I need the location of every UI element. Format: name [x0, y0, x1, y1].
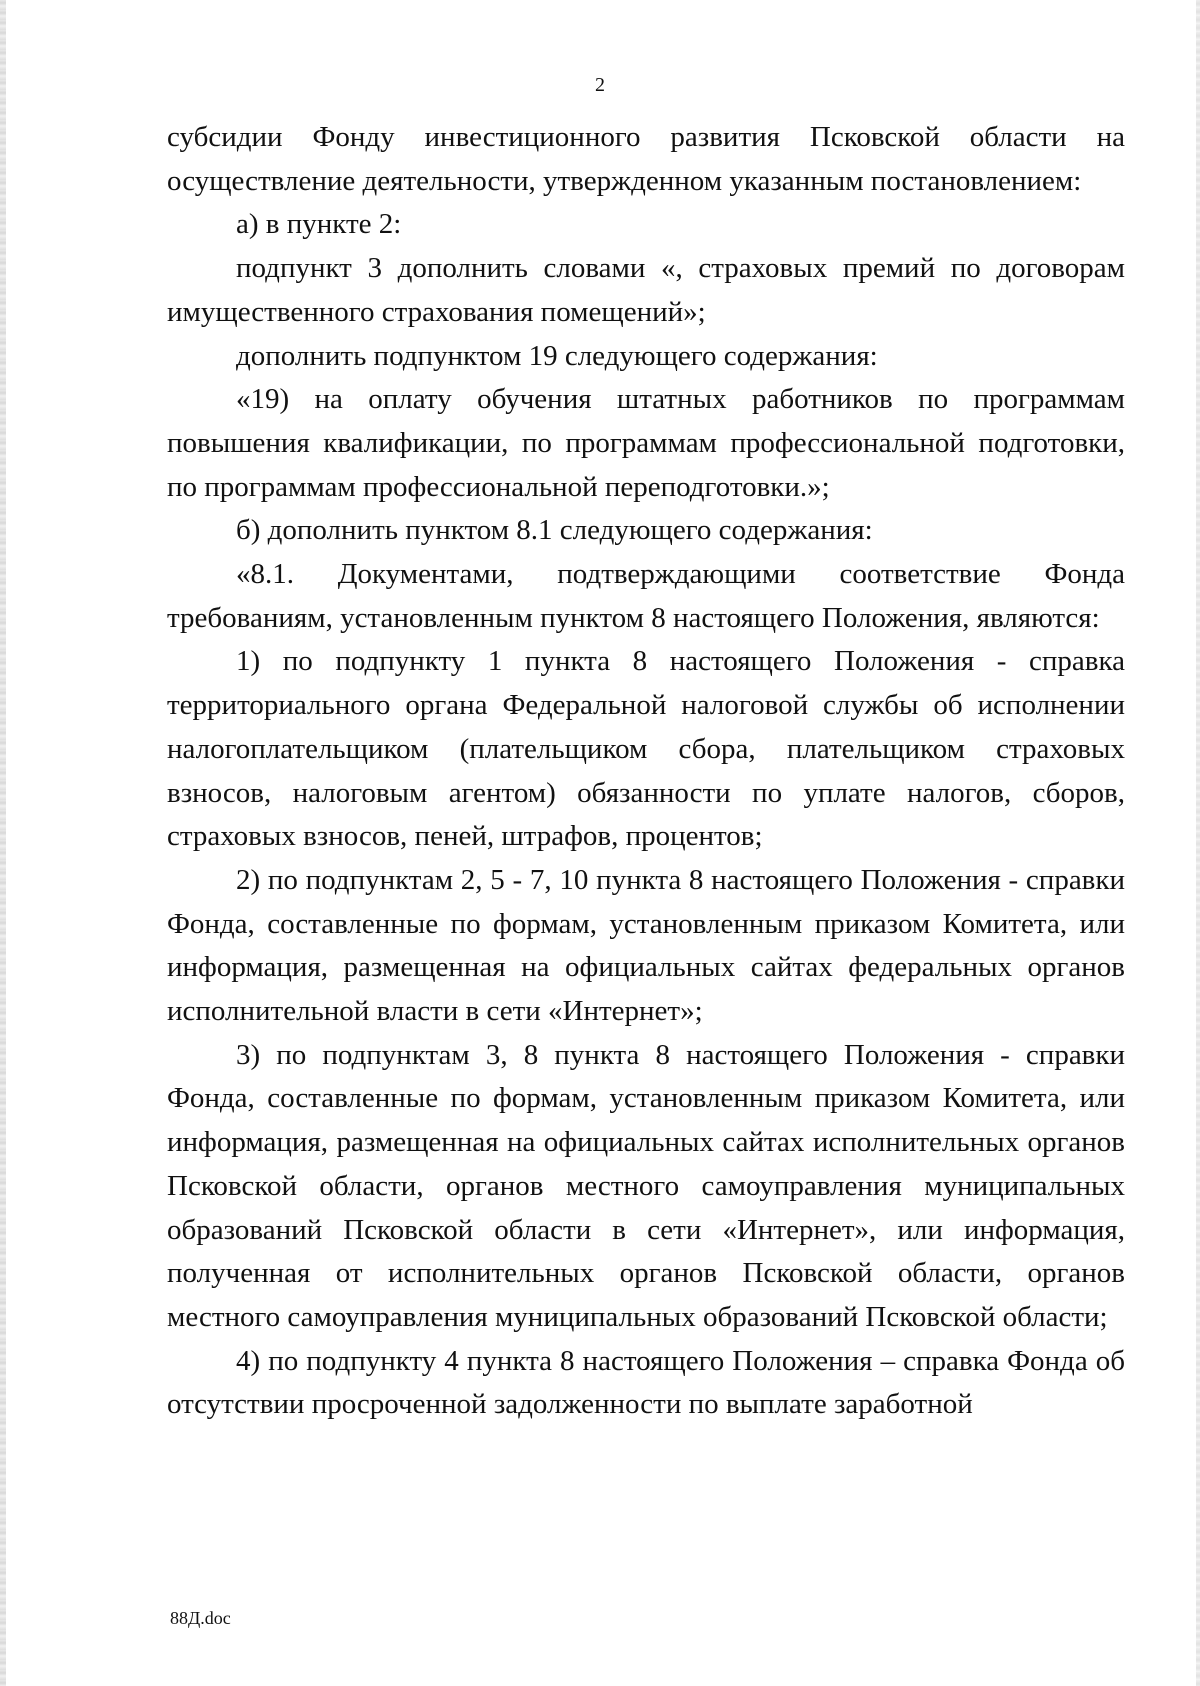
paragraph: дополнить подпунктом 19 следующего содержания:: [236, 339, 878, 372]
paragraph: 3) по подпунктам 3, 8 пункта 8 настоящего Положения - справки Фонда, составленные по формам, установленным приказом Комитета, или информация, размещенная на официальных сайтах исполнительных органов Псковской области, органов местного самоуправления муниципальных образований Псковской области в сети «Интернет», или информация, полученная от исполнительных органов Псковской области, органов местного самоуправления муниципальных образований Псковской области;: [167, 1038, 1125, 1333]
paragraph: 2) по подпунктам 2, 5 - 7, 10 пункта 8 настоящего Положения - справки Фонда, составленные по формам, установленным приказом Комитета, или информация, размещенная на официальных сайтах федеральных органов исполнительной власти в сети «Интернет»;: [167, 863, 1125, 1028]
document-body: [167, 116, 1125, 1427]
page-number: 2: [595, 74, 605, 96]
scan-edge-left: [0, 0, 6, 1686]
paragraph: «8.1. Документами, подтверждающими соответствие Фонда требованиям, установленным пунктом 8 настоящего Положения, являются:: [167, 558, 1125, 634]
paragraph: субсидии Фонду инвестиционного развития Псковской области на осуществление деятельности, утвержденном указанным постановлением:: [167, 121, 1125, 197]
paragraph: 1) по подпункту 1 пункта 8 настоящего Положения - справка территориального органа Федеральной налоговой службы об исполнении налогоплательщиком (плательщиком сбора, плательщиком страховых взносов, налоговым агентом) обязанности по уплате налогов, сборов, страховых взносов, пеней, штрафов, процентов;: [167, 645, 1125, 853]
paragraph: подпункт 3 дополнить словами «, страховых премий по договорам имущественного страхования помещений»;: [167, 252, 1125, 328]
paragraph: «19) на оплату обучения штатных работников по программам повышения квалификации, по программам профессиональной подготовки, по программам профессиональной переподготовки.»;: [167, 383, 1125, 503]
paragraph: б) дополнить пунктом 8.1 следующего содержания:: [236, 514, 873, 547]
scan-edge-right: [1196, 0, 1200, 1686]
paragraph: 4) по подпункту 4 пункта 8 настоящего Положения – справка Фонда об отсутствии просроченной задолженности по выплате заработной: [167, 1344, 1125, 1421]
footer-filename: 88Д.doc: [170, 1608, 231, 1628]
paragraph: а) в пункте 2:: [236, 208, 402, 241]
